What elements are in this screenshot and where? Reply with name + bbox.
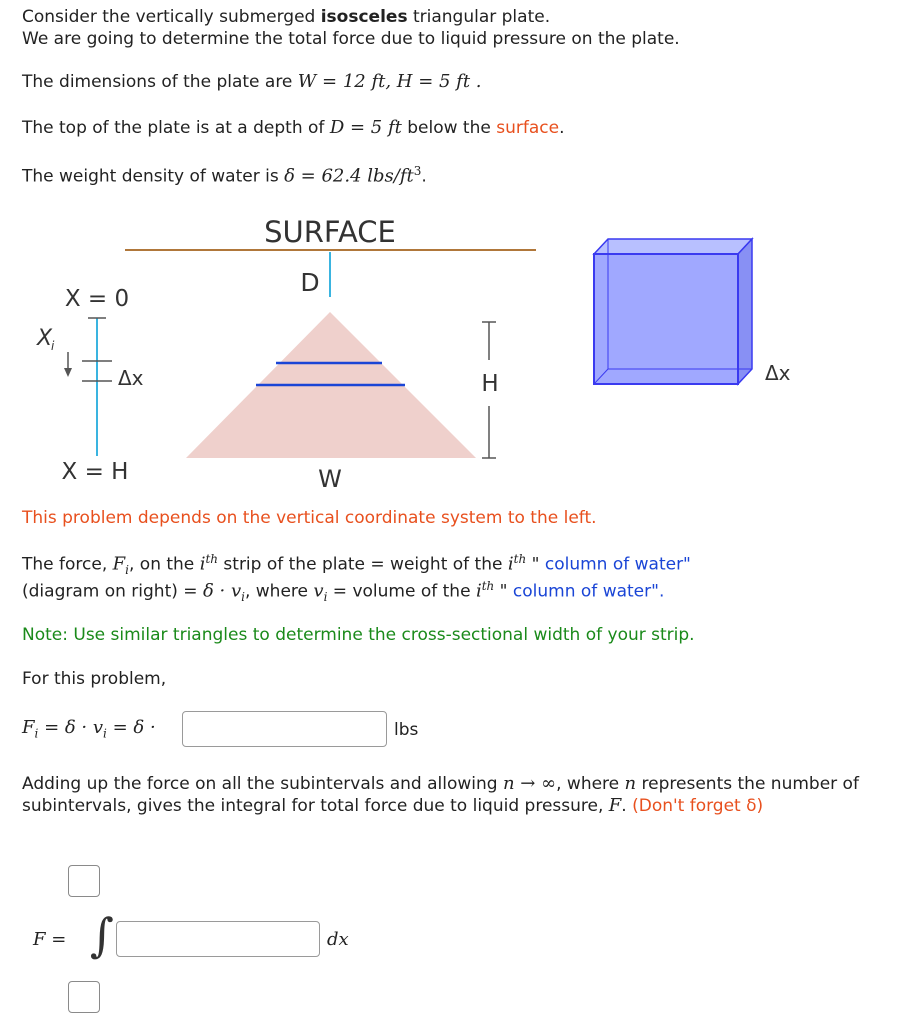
plate-diagram <box>0 200 921 500</box>
n-to-infinity: n → ∞ <box>502 773 557 794</box>
depth-line <box>22 117 564 138</box>
dimensions-line <box>22 71 482 92</box>
column-of-water-2: column of water". <box>512 581 665 602</box>
i-symbol-3: i <box>475 580 482 602</box>
h-label: H <box>481 371 499 397</box>
intro-bold: isosceles <box>320 7 408 27</box>
fi-eq-F: F <box>22 717 35 738</box>
coordinate-note: This problem depends on the vertical coordinate system to the left. <box>22 508 597 528</box>
th-sup-3: th <box>481 579 495 593</box>
xi-sub: i <box>51 339 55 353</box>
vi-symbol: v <box>313 580 324 602</box>
vi-sub: i <box>241 590 245 605</box>
density-exponent: 3 <box>413 164 422 178</box>
intro-line-1 <box>22 7 550 27</box>
dx-label: dx <box>327 929 349 950</box>
F-symbol: F <box>608 795 622 816</box>
depth-math: D = 5 ft <box>329 117 402 138</box>
for-this-problem: For this problem, <box>22 669 167 689</box>
th-sup: th <box>205 552 219 566</box>
fi-eq-rest: = δ · v <box>38 717 104 738</box>
w-label: W <box>318 465 342 493</box>
i-symbol: i <box>199 553 206 575</box>
dx-left-label: Δx <box>118 366 144 390</box>
upper-limit-input[interactable] <box>68 865 100 897</box>
adding-d: subintervals, gives the integral for total force due to liquid pressure, <box>22 796 609 816</box>
box-side-face <box>738 239 752 384</box>
density-prefix: The weight density of water is <box>22 166 285 187</box>
integral-sign: ∫ <box>90 908 114 962</box>
quote-1: " <box>526 554 545 575</box>
integrand-input[interactable] <box>116 921 320 957</box>
adding-c: represents the number of <box>636 774 859 794</box>
x0-label: X = 0 <box>64 286 130 312</box>
depth-end: . <box>559 118 565 138</box>
equals-sign: = <box>327 581 353 602</box>
depth-prefix: The top of the plate is at a depth of <box>22 118 330 138</box>
lower-limit-input[interactable] <box>68 981 100 1013</box>
force-desc-f: volume of the <box>352 581 476 602</box>
force-desc-e: , where <box>244 581 314 602</box>
adding-e: . <box>621 796 633 816</box>
adding-line-1 <box>22 773 859 794</box>
fi-equation <box>22 717 156 741</box>
force-desc-d: (diagram on right) = <box>22 581 203 602</box>
n-symbol: n <box>624 773 637 794</box>
d-label: D <box>300 268 320 297</box>
xi-label: X <box>37 326 53 351</box>
delta-vi: δ · v <box>202 580 242 602</box>
density-end: . <box>421 166 427 187</box>
column-of-water-1: column of water" <box>544 554 691 575</box>
similar-triangles-note: Note: Use similar triangles to determine the cross-sectional width of your strip. <box>22 625 695 645</box>
force-desc-a: The force, <box>22 554 113 575</box>
density-line <box>22 164 427 187</box>
quote-2: " <box>494 581 513 602</box>
depth-middle: below the <box>401 118 497 138</box>
fi-eq-rest2: = δ · <box>106 717 156 738</box>
fi-answer-input[interactable] <box>182 711 387 747</box>
intro-line-2: We are going to determine the total force due to liquid pressure on the plate. <box>22 29 680 49</box>
adding-line-2 <box>22 795 763 816</box>
surface-word: surface <box>496 118 560 138</box>
fi-symbol: F <box>112 553 126 575</box>
lbs-unit: lbs <box>394 720 419 740</box>
F-equals: F = <box>33 929 67 950</box>
box-top-face <box>594 239 752 254</box>
adding-b: , where <box>556 774 625 794</box>
fi-sub: i <box>125 563 129 578</box>
th-sup-2: th <box>513 552 527 566</box>
surface-label: SURFACE <box>264 215 396 249</box>
force-desc-line-1 <box>22 552 691 577</box>
dont-forget-delta: (Don't forget δ) <box>632 796 764 816</box>
box-front-face <box>594 254 738 384</box>
dimensions-math: W = 12 ft, H = 5 ft . <box>297 71 482 92</box>
force-desc-b: , on the <box>128 554 200 575</box>
xi-arrow-head <box>64 368 72 377</box>
adding-a: Adding up the force on all the subintervals and allowing <box>22 774 503 794</box>
fi-eq-sub2: i <box>103 726 107 741</box>
dx-right-label: Δx <box>765 361 791 385</box>
dimensions-prefix: The dimensions of the plate are <box>22 72 298 92</box>
vi-sub-2: i <box>323 590 328 605</box>
density-math: δ = 62.4 lbs/ft <box>284 165 414 187</box>
i-symbol-2: i <box>507 553 514 575</box>
xh-label: X = H <box>61 459 129 485</box>
force-desc-line-2 <box>22 579 664 604</box>
intro-text: Consider the vertically submerged <box>22 7 321 27</box>
fi-eq-sub: i <box>34 726 39 741</box>
force-desc-c: strip of the plate = weight of the <box>218 554 508 575</box>
intro-text-end: triangular plate. <box>407 7 551 27</box>
